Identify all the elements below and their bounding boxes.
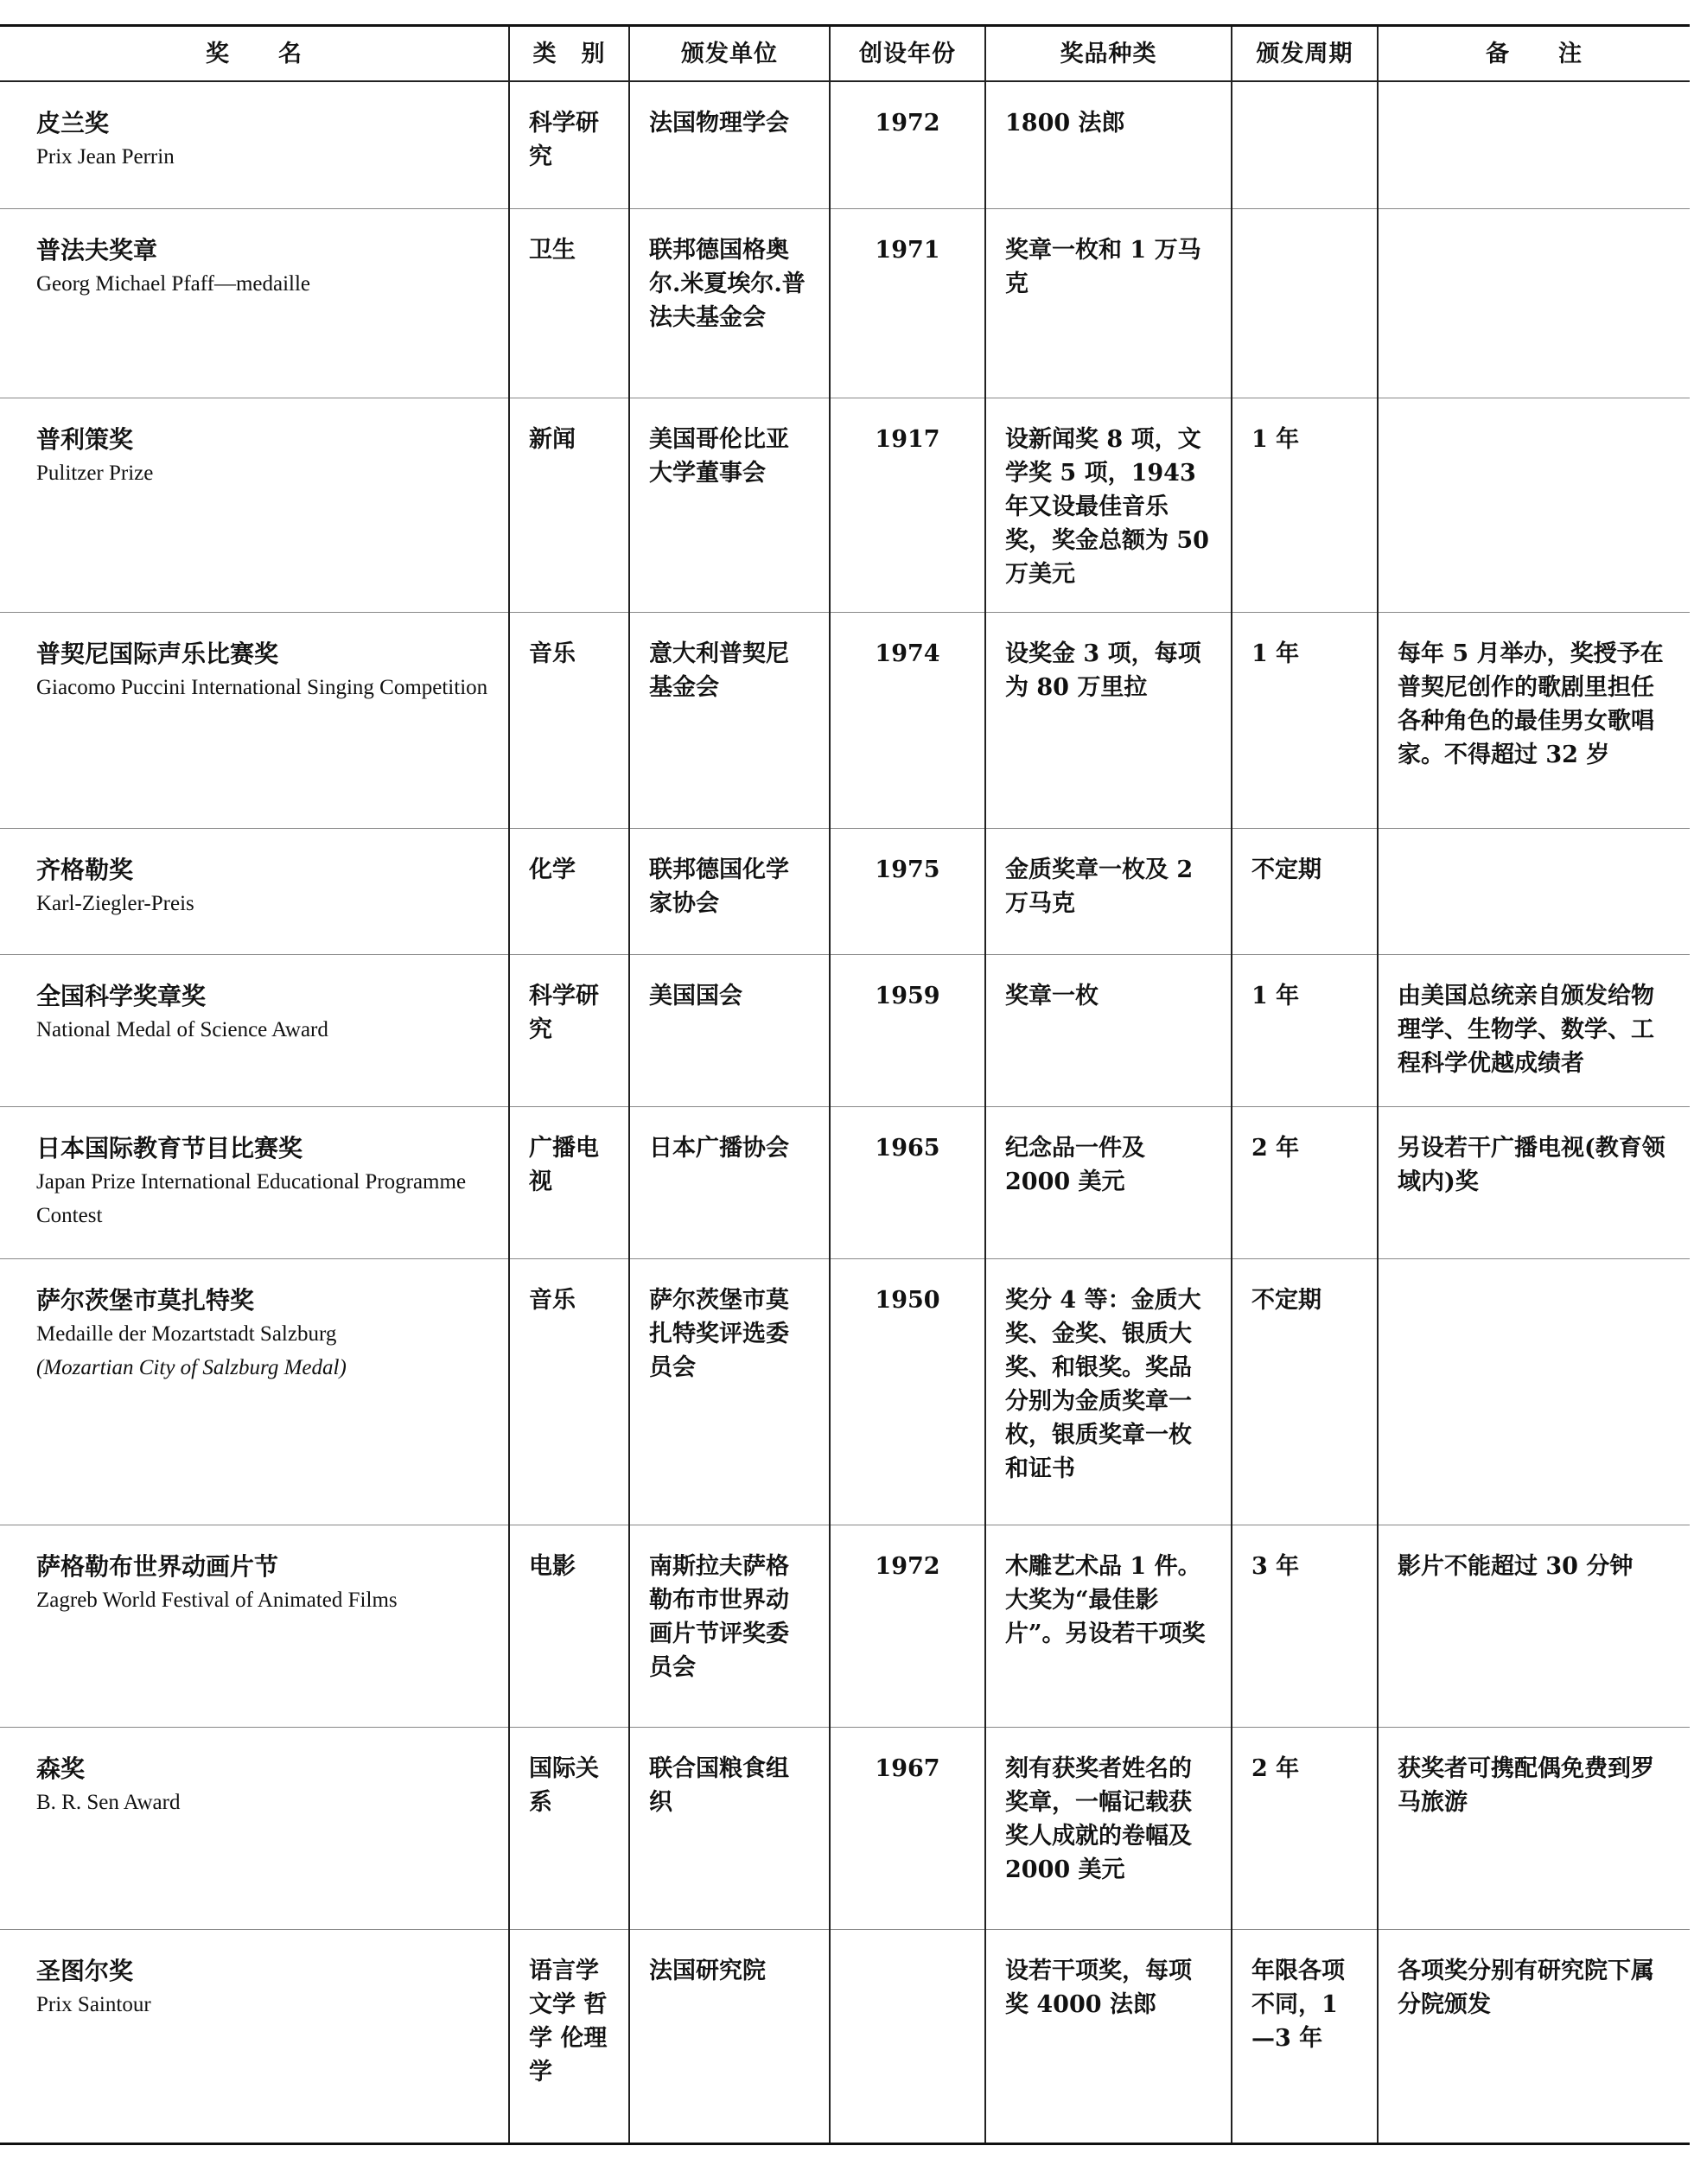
table-row bbox=[0, 398, 1690, 612]
note-cell bbox=[1378, 398, 1690, 612]
prize-cell: 设新闻奖 8 项，文学奖 5 项，1943 年又设最佳音乐奖，奖金总额为 50 万美元 bbox=[985, 398, 1232, 612]
category-cell: 广播电视 bbox=[509, 1106, 629, 1258]
award-name-zh: 齐格勒奖 bbox=[36, 855, 134, 884]
award-name-zh: 皮兰奖 bbox=[36, 109, 110, 137]
prize-cell: 奖章一枚和 1 万马克 bbox=[985, 208, 1232, 398]
award-name-cell bbox=[0, 398, 509, 612]
award-name-en: Medaille der Mozartstadt Salzburg bbox=[36, 1321, 337, 1346]
category-cell: 音乐 bbox=[509, 1258, 629, 1525]
cycle-cell: 1 年 bbox=[1232, 612, 1378, 828]
cycle-cell: 2 年 bbox=[1232, 1106, 1378, 1258]
header-award-name: 奖 名 bbox=[0, 26, 509, 82]
award-name-cell bbox=[0, 1727, 509, 1929]
year-cell: 1967 bbox=[830, 1727, 985, 1929]
year-cell: 1975 bbox=[830, 828, 985, 954]
prize-cell: 木雕艺术品 1 件。大奖为“最佳影片”。另设若干项奖 bbox=[985, 1525, 1232, 1727]
prize-cell: 刻有获奖者姓名的奖章，一幅记载获奖人成就的卷幅及 2000 美元 bbox=[985, 1727, 1232, 1929]
note-cell: 另设若干广播电视(教育领域内)奖 bbox=[1378, 1106, 1690, 1258]
header-row bbox=[0, 26, 1690, 82]
cycle-cell: 3 年 bbox=[1232, 1525, 1378, 1727]
prize-cell: 设奖金 3 项，每项为 80 万里拉 bbox=[985, 612, 1232, 828]
organizer-cell: 联邦德国格奥尔.米夏埃尔.普法夫基金会 bbox=[629, 208, 830, 398]
category-cell: 化学 bbox=[509, 828, 629, 954]
awards-table bbox=[0, 24, 1690, 2145]
header-prize: 奖品种类 bbox=[985, 26, 1232, 82]
cycle-cell: 年限各项不同，1—3 年 bbox=[1232, 1929, 1378, 2143]
award-name-en: Japan Prize International Educational Programme Contest bbox=[36, 1169, 467, 1227]
organizer-cell: 美国哥伦比亚大学董事会 bbox=[629, 398, 830, 612]
note-cell bbox=[1378, 81, 1690, 208]
year-cell: 1950 bbox=[830, 1258, 985, 1525]
table-row bbox=[0, 1258, 1690, 1525]
year-cell: 1974 bbox=[830, 612, 985, 828]
category-cell: 音乐 bbox=[509, 612, 629, 828]
header-organizer: 颁发单位 bbox=[629, 26, 830, 82]
award-name-cell bbox=[0, 1929, 509, 2143]
award-name-en: Pulitzer Prize bbox=[36, 461, 154, 485]
prize-cell: 纪念品一件及 2000 美元 bbox=[985, 1106, 1232, 1258]
award-name-alt: (Mozartian City of Salzburg Medal) bbox=[36, 1355, 347, 1379]
award-name-cell bbox=[0, 1258, 509, 1525]
note-cell bbox=[1378, 1258, 1690, 1525]
year-cell bbox=[830, 1929, 985, 2143]
award-name-zh: 萨尔茨堡市莫扎特奖 bbox=[36, 1285, 255, 1315]
award-name-en: Zagreb World Festival of Animated Films bbox=[36, 1588, 398, 1612]
category-cell: 卫生 bbox=[509, 208, 629, 398]
header-year: 创设年份 bbox=[830, 26, 985, 82]
award-name-zh: 森奖 bbox=[36, 1754, 86, 1783]
year-cell: 1965 bbox=[830, 1106, 985, 1258]
award-name-en: National Medal of Science Award bbox=[36, 1017, 328, 1041]
note-cell: 影片不能超过 30 分钟 bbox=[1378, 1525, 1690, 1727]
prize-cell: 设若干项奖，每项奖 4000 法郎 bbox=[985, 1929, 1232, 2143]
organizer-cell: 法国物理学会 bbox=[629, 81, 830, 208]
cycle-cell: 不定期 bbox=[1232, 1258, 1378, 1525]
category-cell: 新闻 bbox=[509, 398, 629, 612]
award-name-zh: 全国科学奖章奖 bbox=[36, 981, 207, 1010]
cycle-cell bbox=[1232, 81, 1378, 208]
category-cell: 电影 bbox=[509, 1525, 629, 1727]
award-name-en: Prix Jean Perrin bbox=[36, 145, 175, 169]
cycle-cell bbox=[1232, 208, 1378, 398]
prize-cell: 1800 法郎 bbox=[985, 81, 1232, 208]
award-name-cell bbox=[0, 81, 509, 208]
header-category: 类 别 bbox=[509, 26, 629, 82]
category-cell: 语言学 文学 哲学 伦理学 bbox=[509, 1929, 629, 2143]
header-cycle: 颁发周期 bbox=[1232, 26, 1378, 82]
category-cell: 科学研究 bbox=[509, 954, 629, 1106]
category-cell: 国际关系 bbox=[509, 1727, 629, 1929]
cycle-cell: 1 年 bbox=[1232, 398, 1378, 612]
year-cell: 1971 bbox=[830, 208, 985, 398]
award-name-zh: 日本国际教育节目比赛奖 bbox=[36, 1133, 303, 1162]
award-name-en: Georg Michael Pfaff—medaille bbox=[36, 271, 311, 296]
prize-cell: 奖章一枚 bbox=[985, 954, 1232, 1106]
table-row bbox=[0, 1525, 1690, 1727]
award-name-cell bbox=[0, 828, 509, 954]
organizer-cell: 联邦德国化学家协会 bbox=[629, 828, 830, 954]
note-cell bbox=[1378, 828, 1690, 954]
cycle-cell: 2 年 bbox=[1232, 1727, 1378, 1929]
organizer-cell: 南斯拉夫萨格勒布市世界动画片节评奖委员会 bbox=[629, 1525, 830, 1727]
award-name-en: B. R. Sen Award bbox=[36, 1790, 181, 1814]
organizer-cell: 美国国会 bbox=[629, 954, 830, 1106]
prize-cell: 金质奖章一枚及 2 万马克 bbox=[985, 828, 1232, 954]
award-name-cell bbox=[0, 208, 509, 398]
table-row bbox=[0, 954, 1690, 1106]
year-cell: 1972 bbox=[830, 81, 985, 208]
year-cell: 1959 bbox=[830, 954, 985, 1106]
award-name-zh: 萨格勒布世界动画片节 bbox=[36, 1551, 279, 1581]
award-name-zh: 普法夫奖章 bbox=[36, 235, 158, 264]
year-cell: 1917 bbox=[830, 398, 985, 612]
table-row bbox=[0, 1727, 1690, 1929]
award-name-cell bbox=[0, 1525, 509, 1727]
header-note: 备 注 bbox=[1378, 26, 1690, 82]
category-cell: 科学研究 bbox=[509, 81, 629, 208]
note-cell: 获奖者可携配偶免费到罗马旅游 bbox=[1378, 1727, 1690, 1929]
note-cell: 各项奖分别有研究院下属分院颁发 bbox=[1378, 1929, 1690, 2143]
note-cell: 由美国总统亲自颁发给物理学、生物学、数学、工程科学优越成绩者 bbox=[1378, 954, 1690, 1106]
organizer-cell: 日本广播协会 bbox=[629, 1106, 830, 1258]
table-row bbox=[0, 828, 1690, 954]
award-name-zh: 圣图尔奖 bbox=[36, 1956, 134, 1985]
organizer-cell: 联合国粮食组织 bbox=[629, 1727, 830, 1929]
year-cell: 1972 bbox=[830, 1525, 985, 1727]
table-row bbox=[0, 1929, 1690, 2143]
table-row bbox=[0, 1106, 1690, 1258]
prize-cell: 奖分 4 等：金质大奖、金奖、银质大奖、和银奖。奖品分别为金质奖章一枚，银质奖章一枚和证书 bbox=[985, 1258, 1232, 1525]
table-row bbox=[0, 208, 1690, 398]
award-name-en: Karl-Ziegler-Preis bbox=[36, 891, 194, 915]
table-row bbox=[0, 81, 1690, 208]
award-name-cell bbox=[0, 954, 509, 1106]
cycle-cell: 1 年 bbox=[1232, 954, 1378, 1106]
award-name-en: Giacomo Puccini International Singing Competition bbox=[36, 675, 488, 699]
organizer-cell: 意大利普契尼基金会 bbox=[629, 612, 830, 828]
award-name-zh: 普利策奖 bbox=[36, 424, 134, 454]
organizer-cell: 法国研究院 bbox=[629, 1929, 830, 2143]
table-row bbox=[0, 612, 1690, 828]
note-cell bbox=[1378, 208, 1690, 398]
award-name-zh: 普契尼国际声乐比赛奖 bbox=[36, 639, 279, 668]
note-cell: 每年 5 月举办，奖授予在普契尼创作的歌剧里担任各种角色的最佳男女歌唱家。不得超过 32 岁 bbox=[1378, 612, 1690, 828]
organizer-cell: 萨尔茨堡市莫扎特奖评选委员会 bbox=[629, 1258, 830, 1525]
cycle-cell: 不定期 bbox=[1232, 828, 1378, 954]
award-name-en: Prix Saintour bbox=[36, 1992, 151, 2016]
award-name-cell bbox=[0, 612, 509, 828]
award-name-cell bbox=[0, 1106, 509, 1258]
